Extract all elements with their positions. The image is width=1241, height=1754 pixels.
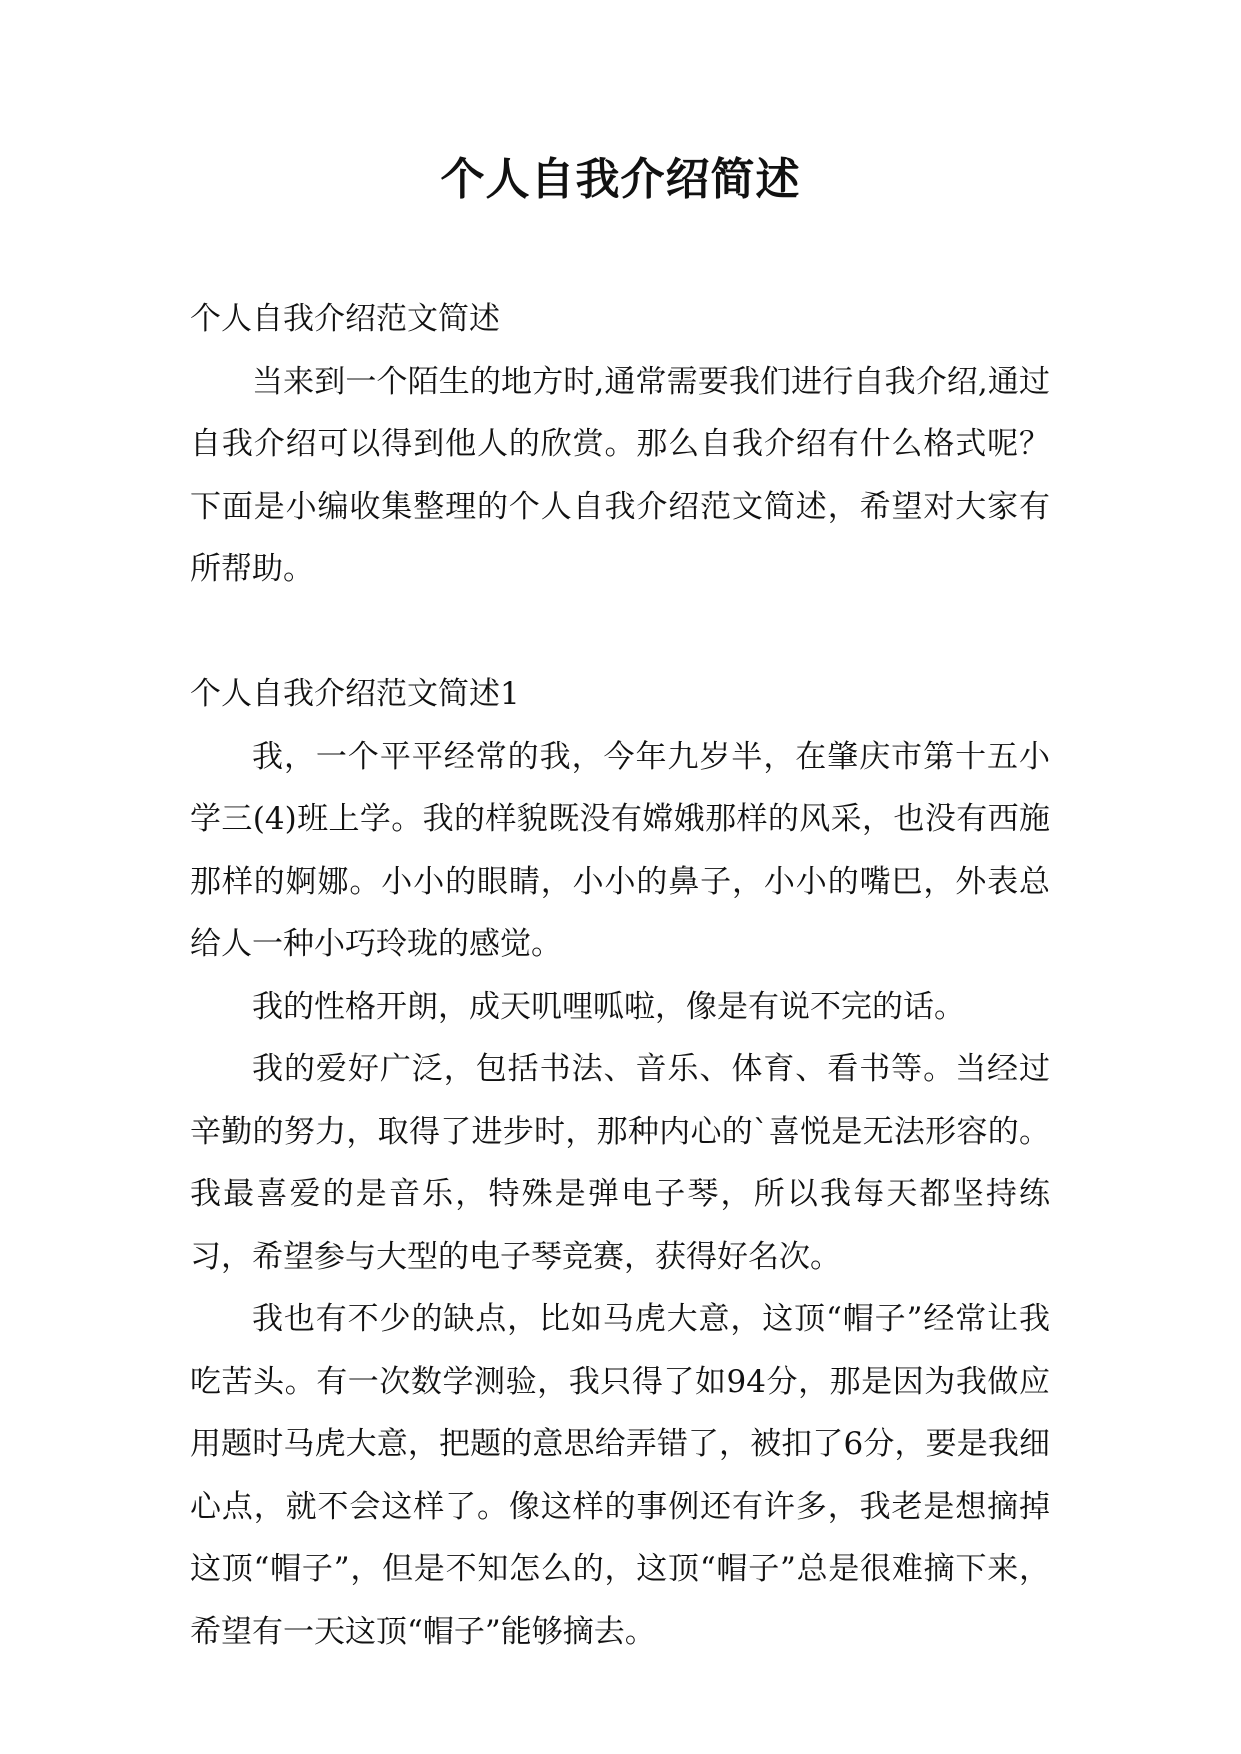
section1-paragraph-4: 我也有不少的缺点，比如马虎大意，这顶“帽子”经常让我吃苦头。有一次数学测验，我只得了如94分，那是因为我做应用题时马虎大意，把题的意思给弄错了，被扣了6分，要是我细心点，就不会这样了。像这样的事例还有许多，我老是想摘掉这顶“帽子”，但是不知怎么的，这顶“帽子”总是很难摘下来，希望有一天这顶“帽子”能够摘去。 bbox=[190, 1301, 1050, 1650]
document-body bbox=[190, 288, 1050, 1663]
section-spacer bbox=[190, 601, 1050, 664]
section1-heading: 个人自我介绍范文简述1 bbox=[190, 676, 520, 712]
intro-paragraph: 当来到一个陌生的地方时,通常需要我们进行自我介绍,通过自我介绍可以得到他人的欣赏。那么自我介绍有什么格式呢？下面是小编收集整理的个人自我介绍范文简述，希望对大家有所帮助。 bbox=[190, 363, 1050, 587]
intro-heading: 个人自我介绍范文简述 bbox=[190, 301, 500, 337]
section1-paragraph-3: 我的爱好广泛，包括书法、音乐、体育、看书等。当经过辛勤的努力，取得了进步时，那种内心的`喜悦是无法形容的。我最喜爱的是音乐，特殊是弹电子琴，所以我每天都坚持练习，希望参与大型的电子琴竞赛，获得好名次。 bbox=[190, 1051, 1050, 1275]
section1-paragraph-1: 我，一个平平经常的我，今年九岁半，在肇庆市第十五小学三(4)班上学。我的样貌既没有嫦娥那样的风采，也没有西施那样的婀娜。小小的眼睛，小小的鼻子，小小的嘴巴，外表总给人一种小巧玲珑的感觉。 bbox=[190, 738, 1050, 962]
document-title: 个人自我介绍简述 bbox=[440, 154, 801, 205]
section1-paragraph-2: 我的性格开朗，成天叽哩呱啦，像是有说不完的话。 bbox=[252, 988, 965, 1025]
